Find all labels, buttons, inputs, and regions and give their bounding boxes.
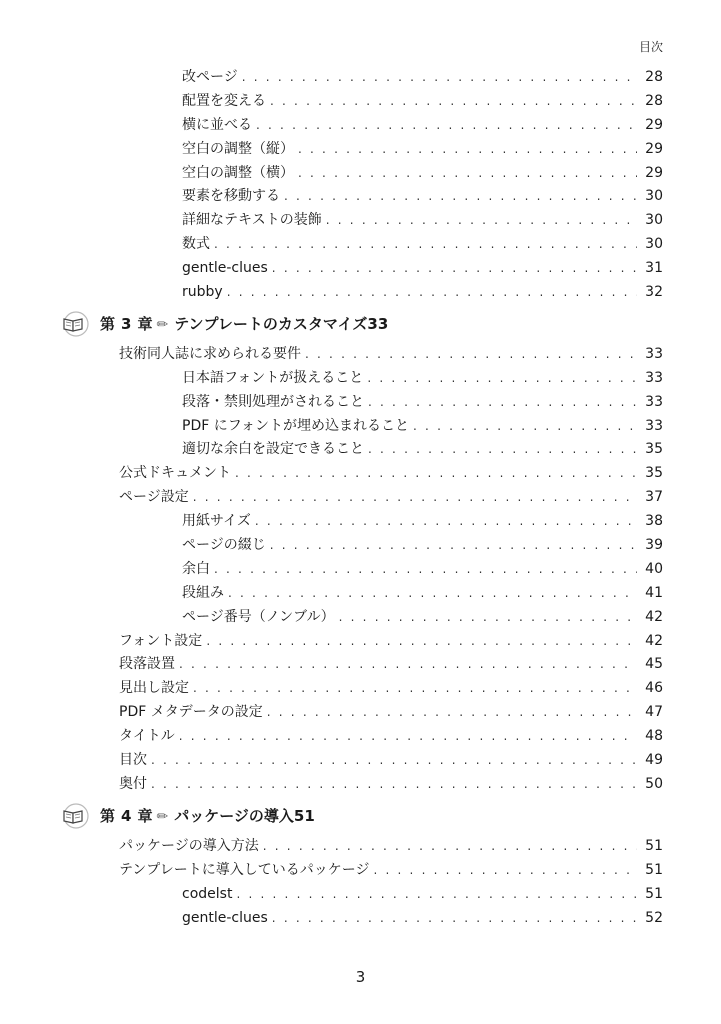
pencil-icon: ✏ <box>156 316 169 333</box>
dot-leader <box>270 90 637 114</box>
toc-entry-page: 32 <box>645 284 663 301</box>
toc-entry[interactable] <box>182 257 663 281</box>
toc-entry[interactable] <box>119 773 663 797</box>
toc-entry[interactable] <box>119 835 663 859</box>
chapter-3-heading[interactable] <box>100 305 663 343</box>
toc-entry[interactable] <box>119 462 663 486</box>
dot-leader <box>235 462 637 486</box>
dot-leader <box>272 907 637 931</box>
toc-entry-page: 47 <box>645 704 663 721</box>
toc-entry[interactable] <box>182 66 663 90</box>
open-book-icon <box>60 803 90 829</box>
toc-entry-label: 要素を移動する <box>182 188 280 205</box>
toc-entry-page: 48 <box>645 728 663 745</box>
toc-entry-label: ページ番号（ノンブル） <box>182 608 335 625</box>
dot-leader <box>339 606 637 630</box>
toc-entry-page: 45 <box>645 656 663 673</box>
toc-entry-page: 40 <box>645 560 663 577</box>
toc-entry[interactable] <box>182 907 663 931</box>
toc-entry-page: 46 <box>645 680 663 697</box>
toc-entry-label: 配置を変える <box>182 92 266 109</box>
toc-entry-page: 30 <box>645 188 663 205</box>
dot-leader <box>256 114 637 138</box>
toc-entry-page: 38 <box>645 513 663 530</box>
dot-leader <box>206 630 637 654</box>
toc-entry-page: 35 <box>645 441 663 458</box>
toc-entry[interactable] <box>182 138 663 162</box>
toc-entry-label: 横に並べる <box>182 116 252 133</box>
toc-entry[interactable] <box>119 653 663 677</box>
toc-entry-label: ページの綴じ <box>182 537 266 554</box>
toc-entry-page: 52 <box>645 909 663 926</box>
toc-entry[interactable] <box>182 415 663 439</box>
toc-entry-page: 29 <box>645 140 663 157</box>
dot-leader <box>255 510 637 534</box>
toc-entry[interactable] <box>119 677 663 701</box>
toc-entry-label: 技術同人誌に求められる要件 <box>119 345 301 362</box>
running-header: 目次 <box>638 40 663 54</box>
toc-entry-label: 改ページ <box>182 69 238 85</box>
toc-entry[interactable] <box>182 883 663 907</box>
toc-entry-page: 41 <box>645 584 663 601</box>
toc-entry-label: 公式ドキュメント <box>119 465 231 482</box>
toc-entry[interactable] <box>119 725 663 749</box>
dot-leader <box>368 391 637 415</box>
dot-leader <box>242 66 637 90</box>
dot-leader <box>227 281 637 305</box>
toc-entry-page: 51 <box>645 861 663 878</box>
toc-entry-label: 数式 <box>182 236 210 253</box>
toc-entry-label: gentle-clues <box>182 260 268 277</box>
toc-entry[interactable] <box>182 391 663 415</box>
toc-entry-label: パッケージの導入方法 <box>119 837 259 854</box>
dot-leader <box>368 438 637 462</box>
toc-entry[interactable] <box>182 534 663 558</box>
dot-leader <box>179 653 637 677</box>
dot-leader <box>267 701 637 725</box>
toc-entry-page: 49 <box>645 752 663 769</box>
toc-entry-page: 50 <box>645 775 663 792</box>
dot-leader <box>179 725 637 749</box>
toc-entry-page: 33 <box>645 393 663 410</box>
toc-entry[interactable] <box>119 859 663 883</box>
toc-entry[interactable] <box>119 630 663 654</box>
toc-entry-page: 51 <box>645 837 663 854</box>
dot-leader <box>367 367 637 391</box>
toc-entry[interactable] <box>119 343 663 367</box>
toc-entry[interactable] <box>182 367 663 391</box>
toc-entry-label: 空白の調整（横） <box>182 164 294 181</box>
toc-entry[interactable] <box>182 114 663 138</box>
toc-entry-label: 奥付 <box>119 775 147 792</box>
toc-entry-page: 29 <box>645 116 663 133</box>
toc-entry[interactable] <box>182 90 663 114</box>
chapter-3-title: テンプレートのカスタマイズ <box>174 314 368 333</box>
toc-entry-page: 51 <box>645 885 663 902</box>
toc-entry[interactable] <box>182 606 663 630</box>
dot-leader <box>270 534 637 558</box>
toc-entry-label: 目次 <box>119 752 147 769</box>
toc-entry[interactable] <box>182 281 663 305</box>
toc-entry-page: 30 <box>645 236 663 253</box>
chapter-4-label: 第 4 章 ✏ パッケージの導入 <box>100 806 294 825</box>
dot-leader <box>298 138 637 162</box>
dot-leader <box>214 558 637 582</box>
table-of-contents <box>0 66 721 930</box>
dot-leader <box>151 749 637 773</box>
toc-entry-page: 33 <box>645 417 663 434</box>
toc-entry[interactable] <box>182 582 663 606</box>
dot-leader <box>298 162 637 186</box>
dot-leader <box>193 677 637 701</box>
toc-entry[interactable] <box>182 558 663 582</box>
toc-entry-page: 42 <box>645 632 663 649</box>
open-book-icon <box>60 311 90 337</box>
toc-entry-label: PDF メタデータの設定 <box>119 704 263 721</box>
toc-entry[interactable] <box>182 209 663 233</box>
toc-entry-page: 30 <box>645 212 663 229</box>
toc-entry-page: 33 <box>645 369 663 386</box>
toc-entry-label: ページ設定 <box>119 489 189 506</box>
dot-leader <box>413 415 637 439</box>
toc-entry-label: 余白 <box>182 560 210 577</box>
dot-leader <box>263 835 637 859</box>
dot-leader <box>214 233 637 257</box>
dot-leader <box>373 859 637 883</box>
toc-entry-page: 39 <box>645 537 663 554</box>
toc-entry-label: 詳細なテキストの装飾 <box>182 212 322 229</box>
chapter-3-label: 第 3 章 ✏ テンプレートのカスタマイズ <box>100 314 368 333</box>
dot-leader <box>272 257 637 281</box>
toc-entry-label: 段落設置 <box>119 656 175 673</box>
dot-leader <box>228 582 637 606</box>
toc-entry-label: 空白の調整（縦） <box>182 140 294 157</box>
chapter-3-page: 33 <box>367 314 389 333</box>
toc-entry-page: 35 <box>645 465 663 482</box>
dot-leader <box>151 773 637 797</box>
toc-entry-label: gentle-clues <box>182 909 268 926</box>
toc-entry-page: 31 <box>645 260 663 277</box>
toc-entry-label: codelst <box>182 885 233 902</box>
chapter-4-page: 51 <box>293 806 315 825</box>
toc-entry-label: フォント設定 <box>119 632 203 649</box>
chapter-4-title: パッケージの導入 <box>174 806 294 825</box>
chapter-4-heading[interactable] <box>100 797 663 835</box>
toc-entry-page: 33 <box>645 345 663 362</box>
toc-entry[interactable] <box>182 162 663 186</box>
page-number: 3 <box>355 968 366 986</box>
toc-entry[interactable] <box>119 701 663 725</box>
pencil-icon: ✏ <box>156 808 169 825</box>
toc-entry-label: rubby <box>182 284 223 301</box>
toc-entry-label: 日本語フォントが扱えること <box>182 369 364 386</box>
toc-entry-page: 37 <box>645 489 663 506</box>
toc-entry[interactable] <box>119 486 663 510</box>
toc-entry-page: 28 <box>645 92 663 109</box>
toc-entry-label: 段組み <box>182 584 224 601</box>
toc-entry[interactable] <box>182 185 663 209</box>
toc-entry-page: 28 <box>645 69 663 85</box>
toc-entry-label: 見出し設定 <box>119 680 189 697</box>
toc-entry-label: タイトル <box>119 728 175 745</box>
dot-leader <box>305 343 637 367</box>
toc-entry[interactable] <box>119 749 663 773</box>
toc-entry-page: 42 <box>645 608 663 625</box>
toc-entry-label: テンプレートに導入しているパッケージ <box>119 861 370 878</box>
toc-entry[interactable] <box>182 438 663 462</box>
dot-leader <box>326 209 637 233</box>
dot-leader <box>193 486 637 510</box>
dot-leader <box>236 883 637 907</box>
toc-entry-label: 用紙サイズ <box>182 513 251 530</box>
toc-entry-label: 段落・禁則処理がされること <box>182 393 364 410</box>
toc-entry[interactable] <box>182 233 663 257</box>
toc-entry-label: 適切な余白を設定できること <box>182 441 364 458</box>
dot-leader <box>284 185 637 209</box>
toc-entry-label: PDF にフォントが埋め込まれること <box>182 417 410 434</box>
toc-entry-page: 29 <box>645 164 663 181</box>
toc-entry[interactable] <box>182 510 663 534</box>
